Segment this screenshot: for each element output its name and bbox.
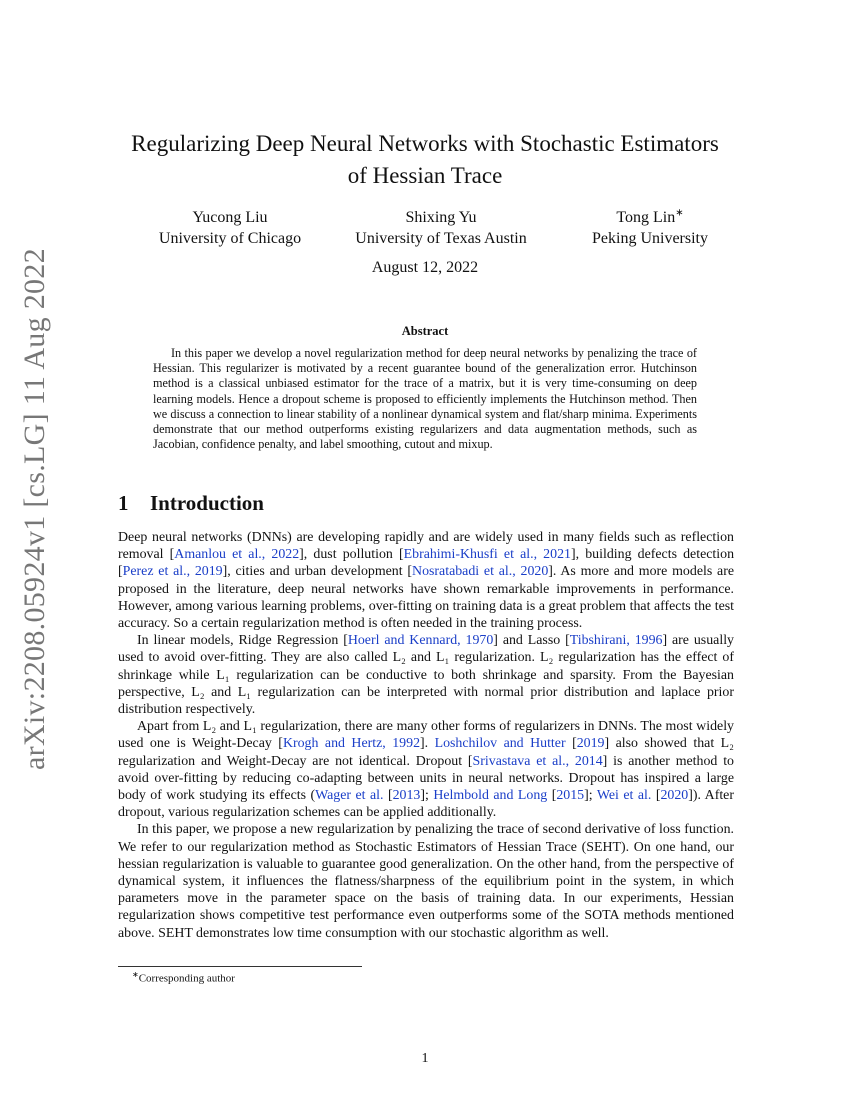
citation-link[interactable]: Loshchilov and Hutter xyxy=(434,736,566,752)
section-title: Introduction xyxy=(150,491,264,515)
citation-link[interactable]: Helmbold and Long xyxy=(433,788,548,804)
author-name: Shixing Yu xyxy=(405,209,477,226)
author-affiliation: University of Chicago xyxy=(158,230,302,247)
page-number: 1 xyxy=(421,1051,429,1066)
citation-link[interactable]: 2015 xyxy=(556,788,585,804)
author-block xyxy=(100,207,750,257)
title-line-1: Regularizing Deep Neural Networks with Stochastic Estimators xyxy=(131,131,719,156)
footnote-mark: ∗ xyxy=(132,970,139,979)
paragraph-2: In linear models, Ridge Regression [Hoerl and Kennard, 1970] and Lasso [Tibshirani, 1996] are usually used to avoid over-fitting. They are also called L₂ and L₁ regularization. L₂ regularization has the effect of shrinkage while L₁ regularization can be conductive to both shrinkage and sparsity. From the Bayesian perspective, L₂ and L₁ regularization can be interpreted with normal prior distribution and laplace prior distribution respectively. xyxy=(118,633,734,718)
paper-date: August 12, 2022 xyxy=(371,259,479,276)
body-text xyxy=(118,529,734,942)
author-3 xyxy=(550,207,750,249)
citation-link[interactable]: Tibshirani, 1996 xyxy=(569,633,663,649)
citation-link[interactable]: 2019 xyxy=(576,736,605,752)
citation-link[interactable]: Srivastava et al., 2014 xyxy=(472,753,603,769)
section-heading xyxy=(118,491,738,516)
citation-link[interactable]: 2013 xyxy=(392,788,421,804)
citation-link[interactable]: Amanlou et al., 2022 xyxy=(174,547,300,563)
title-line-2: of Hessian Trace xyxy=(347,163,503,188)
abstract-heading: Abstract xyxy=(401,324,449,338)
footnote-rule xyxy=(118,966,362,967)
author-2 xyxy=(336,207,546,249)
footnote xyxy=(132,970,532,985)
paragraph-4: In this paper, we propose a new regularization by penalizing the trace of second derivative of loss function. We refer to our regularization method as Stochastic Estimators of Hessian Trace (SEHT). On one hand, our hessian regularization is valuable to guarantee good generalization. On the other hand, from the perspective of dynamical system, it influences the flatness/sharpness of the equilibrium point in the system, in which parameters move in the parameter space on the basis of training data. In our experiments, Hessian regularization shows competitive test performance even outperforms some of the SOTA methods mentioned above. SEHT demonstrates low time consumption with our stochastic algorithm as well. xyxy=(118,822,734,941)
paragraph-3: Apart from L₂ and L₁ regularization, there are many other forms of regularizers in DNNs. The most widely used one is Weight-Decay [Krogh and Hertz, 1992]. Loshchilov and Hutter [2019] also showed that L₂ regularization and Weight-Decay are not identical. Dropout [Srivastava et al., 2014] is another method to avoid over-fitting by reducing co-adapting between units in neural networks. Dropout has inspired a large body of work studying its effects (Wager et al. [2013]; Helmbold and Long [2015]; Wei et al. [2020]). After dropout, various regularization schemes can be applied additionally. xyxy=(118,719,734,821)
section-number: 1 xyxy=(118,491,129,515)
citation-link[interactable]: 2020 xyxy=(660,788,689,804)
arxiv-side-identifier: arXiv:2208.05924v1 [cs.LG] 11 Aug 2022 xyxy=(18,248,51,770)
abstract-text: In this paper we develop a novel regularization method for deep neural networks by penalizing the trace of Hessian. This regularizer is motivated by a recent guarantee bound of the generalization error. Hutchinson method is a classical unbiased estimator for the trace of a matrix, but it is very time-consuming on deep learning models. Hence a dropout scheme is proposed to efficiently implements the Hutchinson method. Then we discuss a connection to linear stability of a nonlinear dynamical system and flat/sharp minima. Experiments demonstrate that our method outperforms existing regularizers and data augmentation methods, such as Jacobian, confidence penalty, and label smoothing, cutout and mixup. xyxy=(153,346,697,452)
citation-link[interactable]: Ebrahimi-Khusfi et al., 2021 xyxy=(403,547,571,563)
citation-link[interactable]: Perez et al., 2019 xyxy=(122,564,223,580)
paragraph-1: Deep neural networks (DNNs) are developing rapidly and are widely used in many fields such as reflection removal [Amanlou et al., 2022], dust pollution [Ebrahimi-Khusfi et al., 2021], building defects detection [Perez et al., 2019], cities and urban development [Nosratabadi et al., 2020]. As more and more models are proposed in the literature, deep neural networks have shown remarkable improvements in performance. However, among various learning problems, over-fitting on training data is a great problem that affects the test accuracy. So a certain regularization method is often needed in the training process. xyxy=(118,530,735,632)
author-affiliation: Peking University xyxy=(592,230,708,247)
citation-link[interactable]: Nosratabadi et al., 2020 xyxy=(412,564,549,580)
paper-title xyxy=(100,128,750,192)
citation-link[interactable]: Hoerl and Kennard, 1970 xyxy=(347,633,494,649)
author-name: Tong Lin∗ xyxy=(616,207,684,226)
corresponding-author-mark: ∗ xyxy=(675,207,684,219)
author-affiliation: University of Texas Austin xyxy=(355,230,527,247)
citation-link[interactable]: Wei et al. xyxy=(596,788,652,804)
footnote-text: Corresponding author xyxy=(138,972,235,985)
author-name: Yucong Liu xyxy=(192,209,268,226)
citation-link[interactable]: Wager et al. xyxy=(315,788,384,804)
citation-link[interactable]: Krogh and Hertz, 1992 xyxy=(282,736,421,752)
author-1 xyxy=(130,207,330,249)
